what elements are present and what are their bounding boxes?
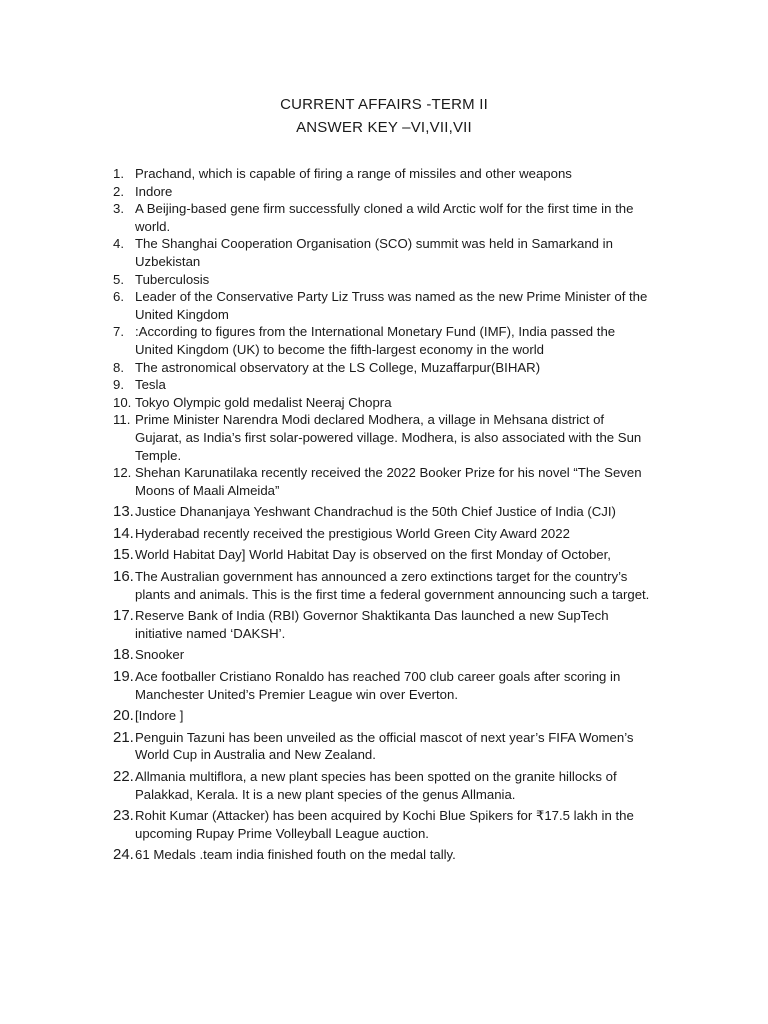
answer-item <box>113 768 683 803</box>
answer-item <box>113 200 683 235</box>
answer-item <box>113 235 683 270</box>
answer-text: The Shanghai Cooperation Organisation (SCO) summit was held in Samarkand in Uzbekistan <box>135 236 613 269</box>
answer-item <box>113 411 683 464</box>
answer-item <box>113 568 683 603</box>
answer-number: 7. <box>113 324 124 340</box>
answer-text: Shehan Karunatilaka recently received the 2022 Booker Prize for his novel “The Seven Moons of Maali Almeida” <box>135 465 642 498</box>
answer-number: 17. <box>113 607 134 625</box>
answer-text: Reserve Bank of India (RBI) Governor Shaktikanta Das launched a new SupTech initiative named ‘DAKSH’. <box>135 608 609 641</box>
answer-item <box>113 359 683 377</box>
answer-item <box>113 165 683 183</box>
answer-text: Ace footballer Cristiano Ronaldo has reached 700 club career goals after scoring in Manchester United’s Premier League win over Everton. <box>135 669 621 702</box>
answer-number: 10. <box>113 394 132 410</box>
answer-text: Prime Minister Narendra Modi declared Modhera, a village in Mehsana district of Gujarat, as India’s first solar-powered village. Modhera, is also associated with the Sun Temple. <box>135 412 642 463</box>
answer-text: The astronomical observatory at the LS College, Muzaffarpur(BIHAR) <box>135 359 541 375</box>
answer-item <box>113 288 683 323</box>
answer-text: Penguin Tazuni has been unveiled as the official mascot of next year’s FIFA Women’s World Cup in Australia and New Zealand. <box>135 729 634 763</box>
answer-number: 18. <box>113 646 134 664</box>
answer-item <box>113 376 683 394</box>
answer-number: 16. <box>113 568 134 586</box>
answer-number: 14. <box>113 524 134 542</box>
answer-number: 13. <box>113 503 134 521</box>
answer-number: 9. <box>113 377 124 393</box>
answer-number: 5. <box>113 271 124 287</box>
answer-text: :According to figures from the International Monetary Fund (IMF), India passed the United Kingdom (UK) to become the fifth-largest economy in the world <box>135 324 616 357</box>
answer-item <box>113 707 683 725</box>
answer-number: 4. <box>113 236 124 252</box>
answer-text: Prachand, which is capable of firing a range of missiles and other weapons <box>135 166 572 181</box>
answer-text: Leader of the Conservative Party Liz Truss was named as the new Prime Minister of the United Kingdom <box>135 289 648 322</box>
answer-item <box>113 546 683 564</box>
answer-number: 3. <box>113 201 124 217</box>
answer-number: 2. <box>113 183 124 199</box>
answer-number: 19. <box>113 668 134 686</box>
answer-item <box>113 525 683 543</box>
answer-text: Allmania multiflora, a new plant species has been spotted on the granite hillocks of Palakkad, Kerala. It is a new plant species of the genus Allmania. <box>135 769 617 802</box>
answer-text: The Australian government has announced a zero extinctions target for the country’s plants and animals. This is the first time a federal government announcing such a target. <box>135 569 650 602</box>
answer-text: Rohit Kumar (Attacker) has been acquired by Kochi Blue Spikers for ₹17.5 lakh in the upcoming Rupay Prime Volleyball League auction. <box>135 808 634 841</box>
answer-number: 6. <box>113 289 124 305</box>
answer-item <box>113 607 683 642</box>
page-title: CURRENT AFFAIRS -TERM II <box>280 96 488 113</box>
answer-text: Snooker <box>135 647 185 663</box>
answer-item <box>113 846 683 864</box>
answer-item <box>113 271 683 289</box>
answer-number: 21. <box>113 728 134 746</box>
answer-item <box>113 668 683 703</box>
answer-text: Indore <box>135 183 173 199</box>
answer-number: 22. <box>113 768 134 785</box>
answer-text: Hyderabad recently received the prestigious World Green City Award 2022 <box>135 525 570 541</box>
answer-item <box>113 729 683 764</box>
answer-item <box>113 323 683 358</box>
answer-number: 20. <box>113 707 134 725</box>
answer-text: World Habitat Day] World Habitat Day is observed on the first Monday of October, <box>135 547 611 563</box>
answer-item <box>113 807 683 842</box>
answer-text: Tesla <box>135 377 166 393</box>
answer-item <box>113 183 683 201</box>
answer-text: [Indore ] <box>135 708 184 724</box>
answer-text: Tuberculosis <box>135 271 210 287</box>
answer-text: Tokyo Olympic gold medalist Neeraj Chopra <box>135 394 392 410</box>
page-subtitle: ANSWER KEY –VI,VII,VII <box>296 119 472 136</box>
answer-item <box>113 503 683 521</box>
answer-number: 15. <box>113 546 134 564</box>
answer-item <box>113 464 683 499</box>
answer-number: 23. <box>113 807 134 825</box>
answer-text: A Beijing-based gene firm successfully cloned a wild Arctic wolf for the first time in the world. <box>135 201 634 234</box>
answer-number: 24. <box>113 846 134 864</box>
answer-list <box>113 165 683 864</box>
answer-number: 11. <box>113 412 131 428</box>
answer-item <box>113 646 683 664</box>
answer-number: 1. <box>113 166 124 181</box>
answer-text: Justice Dhananjaya Yeshwant Chandrachud is the 50th Chief Justice of India (CJI) <box>135 504 616 520</box>
answer-item <box>113 394 683 412</box>
answer-number: 12. <box>113 465 132 481</box>
answer-text: 61 Medals .team india finished fouth on the medal tally. <box>135 847 456 863</box>
answer-number: 8. <box>113 359 124 375</box>
